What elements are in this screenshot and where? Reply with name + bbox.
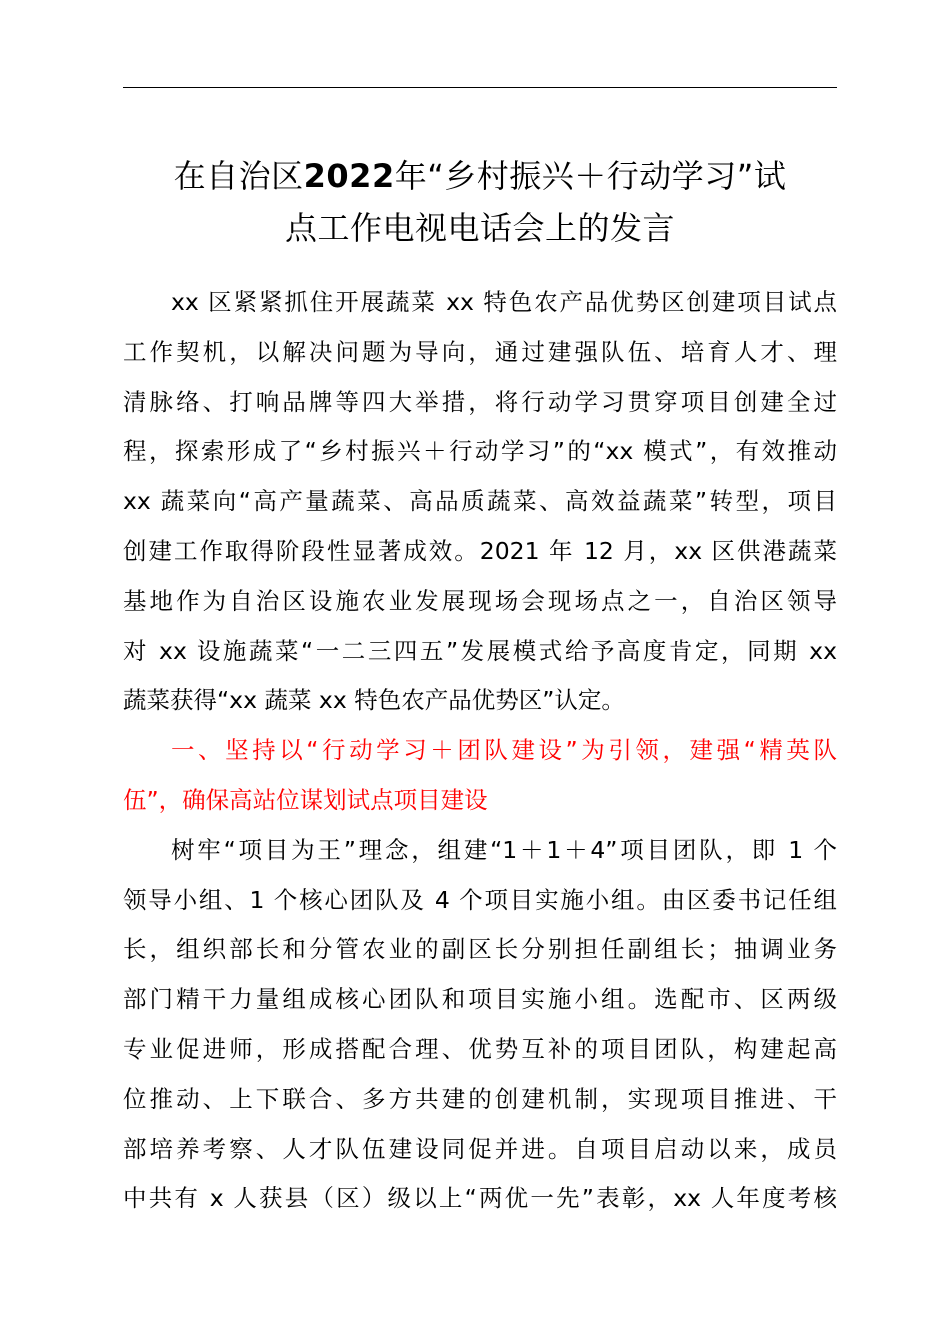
text-line: 对 xx 设施蔬菜“一二三四五”发展模式给予高度肯定，同期 xx [123, 636, 837, 665]
text-line: 程，探索形成了“乡村振兴＋行动学习”的“xx 模式”，有效推动 [123, 437, 837, 466]
text-line: 中共有 x 人获县（区）级以上“两优一先”表彰，xx 人年度考核 [123, 1184, 837, 1213]
text-line: 蔬菜获得“xx 蔬菜 xx 特色农产品优势区”认定。 [123, 686, 625, 715]
text-line: 工作契机，以解决问题为导向，通过建强队伍、培育人才、理 [123, 337, 837, 366]
text-line: 长，组织部长和分管农业的副区长分别担任副组长；抽调业务 [123, 935, 837, 964]
text-line: 领导小组、1 个核心团队及 4 个项目实施小组。由区委书记任组 [123, 885, 837, 914]
heading-line: 一、坚持以“行动学习＋团队建设”为引领，建强“精英队 [171, 736, 837, 765]
text-line: 专业促进师，形成搭配合理、优势互补的项目团队，构建起高 [123, 1034, 837, 1063]
section-heading-1 [123, 726, 837, 826]
section-1-paragraph [123, 826, 837, 1224]
text-line: 创建工作取得阶段性显著成效。2021 年 12 月，xx 区供港蔬菜 [123, 536, 837, 565]
document-body [123, 278, 837, 1224]
text-line: 位推动、上下联合、多方共建的创建机制，实现项目推进、干 [123, 1084, 837, 1113]
heading-line: 伍”，确保高站位谋划试点项目建设 [123, 785, 488, 814]
text-line: xx 区紧紧抓住开展蔬菜 xx 特色农产品优势区创建项目试点 [171, 288, 837, 316]
document-title [110, 150, 850, 254]
title-year: 2022 [303, 157, 395, 195]
text-line: 清脉络、打响品牌等四大举措，将行动学习贯穿项目创建全过 [123, 387, 837, 416]
header-rule [123, 87, 837, 88]
title-line-2: 点工作电视电话会上的发言 [284, 209, 675, 247]
text-line: 树牢“项目为王”理念，组建“1＋1＋4”项目团队，即 1 个 [171, 835, 837, 864]
text-line: 基地作为自治区设施农业发展现场会现场点之一，自治区领导 [123, 586, 837, 615]
text-line: xx 蔬菜向“高产量蔬菜、高品质蔬菜、高效益蔬菜”转型，项目 [123, 487, 837, 516]
text-line: 部门精干力量组成核心团队和项目实施小组。选配市、区两级 [123, 985, 837, 1014]
text-line: 部培养考察、人才队伍建设同促并进。自项目启动以来，成员 [123, 1134, 837, 1163]
intro-paragraph [123, 278, 837, 726]
title-line-1: 在自治区2022年“乡村振兴＋行动学习”试 [173, 157, 787, 195]
